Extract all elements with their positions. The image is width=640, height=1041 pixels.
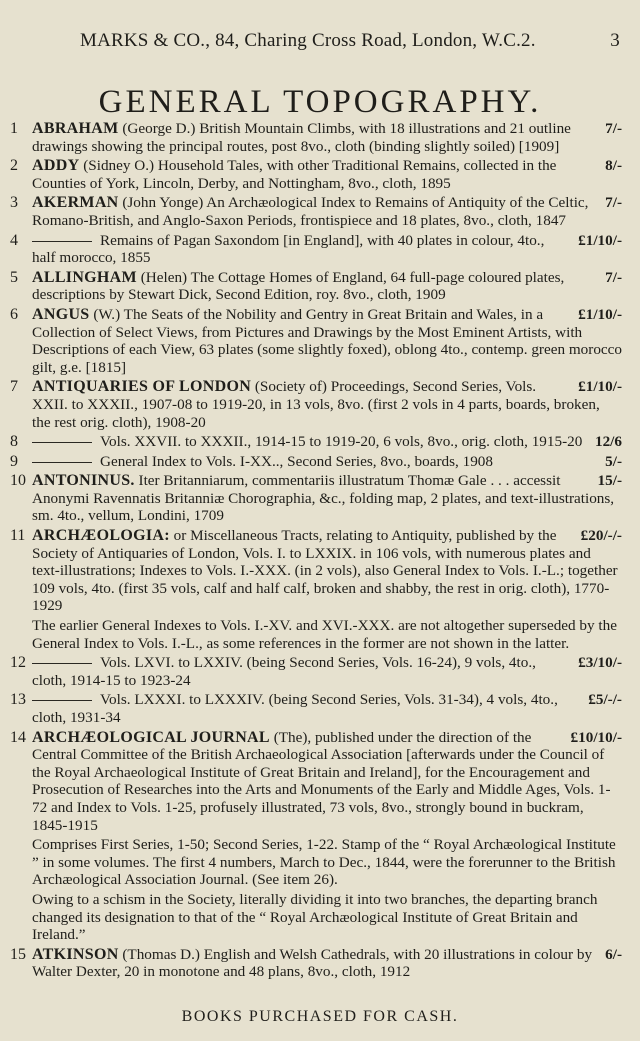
catalogue-entry: [10, 654, 622, 689]
entry-description: (W.) The Seats of the Nobility and Gentry in Great Britain and Wales, in a Collection of Select Views, from Pictures and Drawings by the Most Eminent Artists, with Descriptions of each View, 63 plates (some slightly foxed), oblong 4to., contemp. green morocco gilt, g.e. [1815]: [32, 305, 622, 376]
entry-description: (Helen) The Cottage Homes of England, 64 full-page coloured plates, descriptions by Stewart Dick, Second Edition, roy. 8vo., cloth, 1909: [32, 268, 565, 304]
entry-description: Iter Britanniarum, commentariis illustratum Thomæ Gale . . . accessit Anonymi Ravennatis Britanniæ Chorographia, &c., folding map, 2 plates, and text-illustrations, sm. 4to., vellum, Londini, 1709: [32, 472, 615, 525]
ditto-rule: [32, 442, 92, 443]
catalogue-entry: [10, 527, 622, 615]
entry-number: 6: [10, 305, 18, 323]
ditto-rule: [32, 462, 92, 463]
entry-number: 13: [10, 691, 26, 709]
entry-price: 5/-: [605, 452, 622, 470]
entry-description: (George D.) British Mountain Climbs, with 18 illustrations and 21 outline drawings showing the principal routes, post 8vo., cloth (binding slightly soiled) [1909]: [32, 120, 571, 155]
ditto-rule: [32, 700, 92, 701]
entry-description: General Index to Vols. I-XX.., Second Series, 8vo., boards, 1908: [100, 452, 493, 470]
catalogue-entry: [10, 453, 622, 471]
entry-description: (Sidney O.) Household Tales, with other Traditional Remains, collected in the Counties of York, Lincoln, Derby, and Nottingham, 8vo., cloth, 1895: [32, 157, 557, 192]
catalogue-entry: [10, 306, 622, 376]
note-text: The earlier General Indexes to Vols. I.-XV. and XVI.-XXX. are not altogether superseded by the General Index to Vols. I.-L., as some references in the former are not shown in the latter.: [32, 617, 617, 652]
entry-price: 7/-: [605, 120, 622, 137]
entry-number: 5: [10, 268, 18, 286]
catalogue-entry: [10, 472, 622, 525]
catalogue-entry: [10, 232, 622, 267]
catalogue-entry: [10, 378, 622, 431]
entry-description: Vols. LXXXI. to LXXXIV. (being Second Series, Vols. 31-34), 4 vols, 4to., cloth, 1931-34: [32, 691, 558, 726]
entry-number: 9: [10, 452, 18, 470]
entry-number: 7: [10, 378, 18, 396]
note-text: Owing to a schism in the Society, literally dividing it into two branches, the departing branch changed its designation to that of the “ Royal Archæological Institute of Great Britain and Ireland.”: [32, 890, 598, 944]
entry-number: 11: [10, 527, 26, 545]
entry-price: £3/10/-: [578, 654, 622, 672]
section-title: GENERAL TOPOGRAPHY.: [98, 84, 542, 120]
entry-description: (Society of) Proceedings, Second Series, Vols. XXII. to XXXII., 1907-08 to 1919-20, in 13 vols, 8vo. (first 2 vols in 4 parts, boards, broken, the rest orig. cloth), 1908-20: [32, 378, 600, 431]
entry-author: ALLINGHAM: [32, 268, 137, 286]
entry-author: ABRAHAM: [32, 120, 119, 137]
entry-description: Vols. LXVI. to LXXIV. (being Second Series, Vols. 16-24), 9 vols, 4to., cloth, 1914-15 to 1923-24: [32, 654, 536, 689]
entry-description: (Thomas D.) English and Welsh Cathedrals, with 20 illustrations in colour by Walter Dexter, 20 in monotone and 48 plans, 8vo., cloth, 1912: [32, 945, 593, 981]
entry-author: ARCHÆOLOGICAL JOURNAL: [32, 728, 270, 746]
entry-description: or Miscellaneous Tracts, relating to Antiquity, published by the Society of Antiquaries of London, Vols. I. to LXXIX. in 106 vols, with numerous plates and text-illustrations; Indexes to Vols. I.-XXX. (in 2 vols), also General Index to Vols. I.-L.; together 109 vols, 4to. (first 35 vols, calf and half calf, broken and shabby, the rest in orig. cloth), 1770-1929: [32, 527, 618, 615]
page-number: 3: [610, 30, 620, 51]
entry-number: 12: [10, 654, 26, 672]
entries-list: [10, 120, 622, 983]
header-text: MARKS & CO., 84, Charing Cross Road, London, W.C.2.: [80, 30, 536, 51]
entry-author: AKERMAN: [32, 194, 119, 212]
catalogue-entry: [10, 269, 622, 304]
entry-number: 10: [10, 472, 26, 490]
ditto-rule: [32, 663, 92, 664]
entry-author: ANTIQUARIES OF LONDON: [32, 378, 252, 396]
entry-author: ADDY: [32, 157, 80, 175]
entry-number: 1: [10, 120, 18, 137]
entry-note: [10, 891, 622, 944]
entry-price: 7/-: [605, 194, 622, 212]
catalogue-entry: [10, 946, 622, 981]
note-text: Comprises First Series, 1-50; Second Series, 1-22. Stamp of the “ Royal Archæological Institute ” in some volumes. The first 4 numbers, March to Dec., 1844, were the forerunner to the British Archæological Association Journal. (See item 26).: [32, 836, 616, 889]
entry-description: Vols. XXVII. to XXXII., 1914-15 to 1919-20, 6 vols, 8vo., orig. cloth, 1915-20: [100, 433, 583, 451]
entry-price: £1/10/-: [578, 378, 622, 396]
entry-price: 6/-: [605, 945, 622, 963]
entry-price: 8/-: [605, 157, 622, 175]
entry-author: ARCHÆOLOGIA:: [32, 527, 170, 545]
catalogue-entry: [10, 691, 622, 726]
entry-price: £20/-/-: [580, 527, 622, 545]
catalogue-entry: [10, 433, 622, 451]
entry-number: 3: [10, 194, 18, 212]
entry-price: £5/-/-: [588, 691, 622, 709]
page-header: [80, 30, 620, 52]
entry-description: (The), published under the direction of the Central Committee of the British Archaeological Association [afterwards under the Council of the Royal Archaeological Institute of Great Britain and Ireland], for the Encouragement and Prosecution of Researches into the Arts and Monuments of the Early and Middle Ages, Vols. 1-72 and Index to Vols. 1-25, profusely illustrated, 73 vols, 8vo., strongly bound in buckram, 1845-1915: [32, 728, 611, 834]
entry-price: 12/6: [594, 433, 622, 451]
entry-number: 14: [10, 728, 26, 746]
entry-price: 7/-: [605, 268, 622, 286]
catalogue-entry: [10, 729, 622, 835]
entry-note: [10, 617, 622, 652]
entry-description: Remains of Pagan Saxondom [in England], with 40 plates in colour, 4to., half morocco, 1855: [32, 231, 545, 267]
entry-number: 15: [10, 945, 26, 963]
entry-price: 15/-: [597, 472, 622, 490]
entry-description: (John Yonge) An Archæological Index to Remains of Antiquity of the Celtic, Romano-British, and Anglo-Saxon Periods, frontispiece and 18 plates, 8vo., cloth, 1847: [32, 194, 589, 229]
catalogue-entry: [10, 157, 622, 192]
page-footer: BOOKS PURCHASED FOR CASH.: [181, 1008, 459, 1025]
entry-author: ATKINSON: [32, 945, 119, 963]
entry-number: 8: [10, 433, 18, 451]
entry-price: £1/10/-: [578, 231, 622, 249]
entry-number: 2: [10, 157, 18, 175]
entry-price: £10/10/-: [570, 728, 622, 746]
ditto-rule: [32, 241, 92, 242]
catalogue-entry: [10, 120, 622, 155]
entry-author: ANTONINUS.: [32, 472, 135, 490]
catalogue-entry: [10, 194, 622, 229]
entry-note: [10, 836, 622, 889]
entry-number: 4: [10, 231, 18, 249]
entry-author: ANGUS: [32, 305, 90, 323]
entry-price: £1/10/-: [578, 305, 622, 323]
